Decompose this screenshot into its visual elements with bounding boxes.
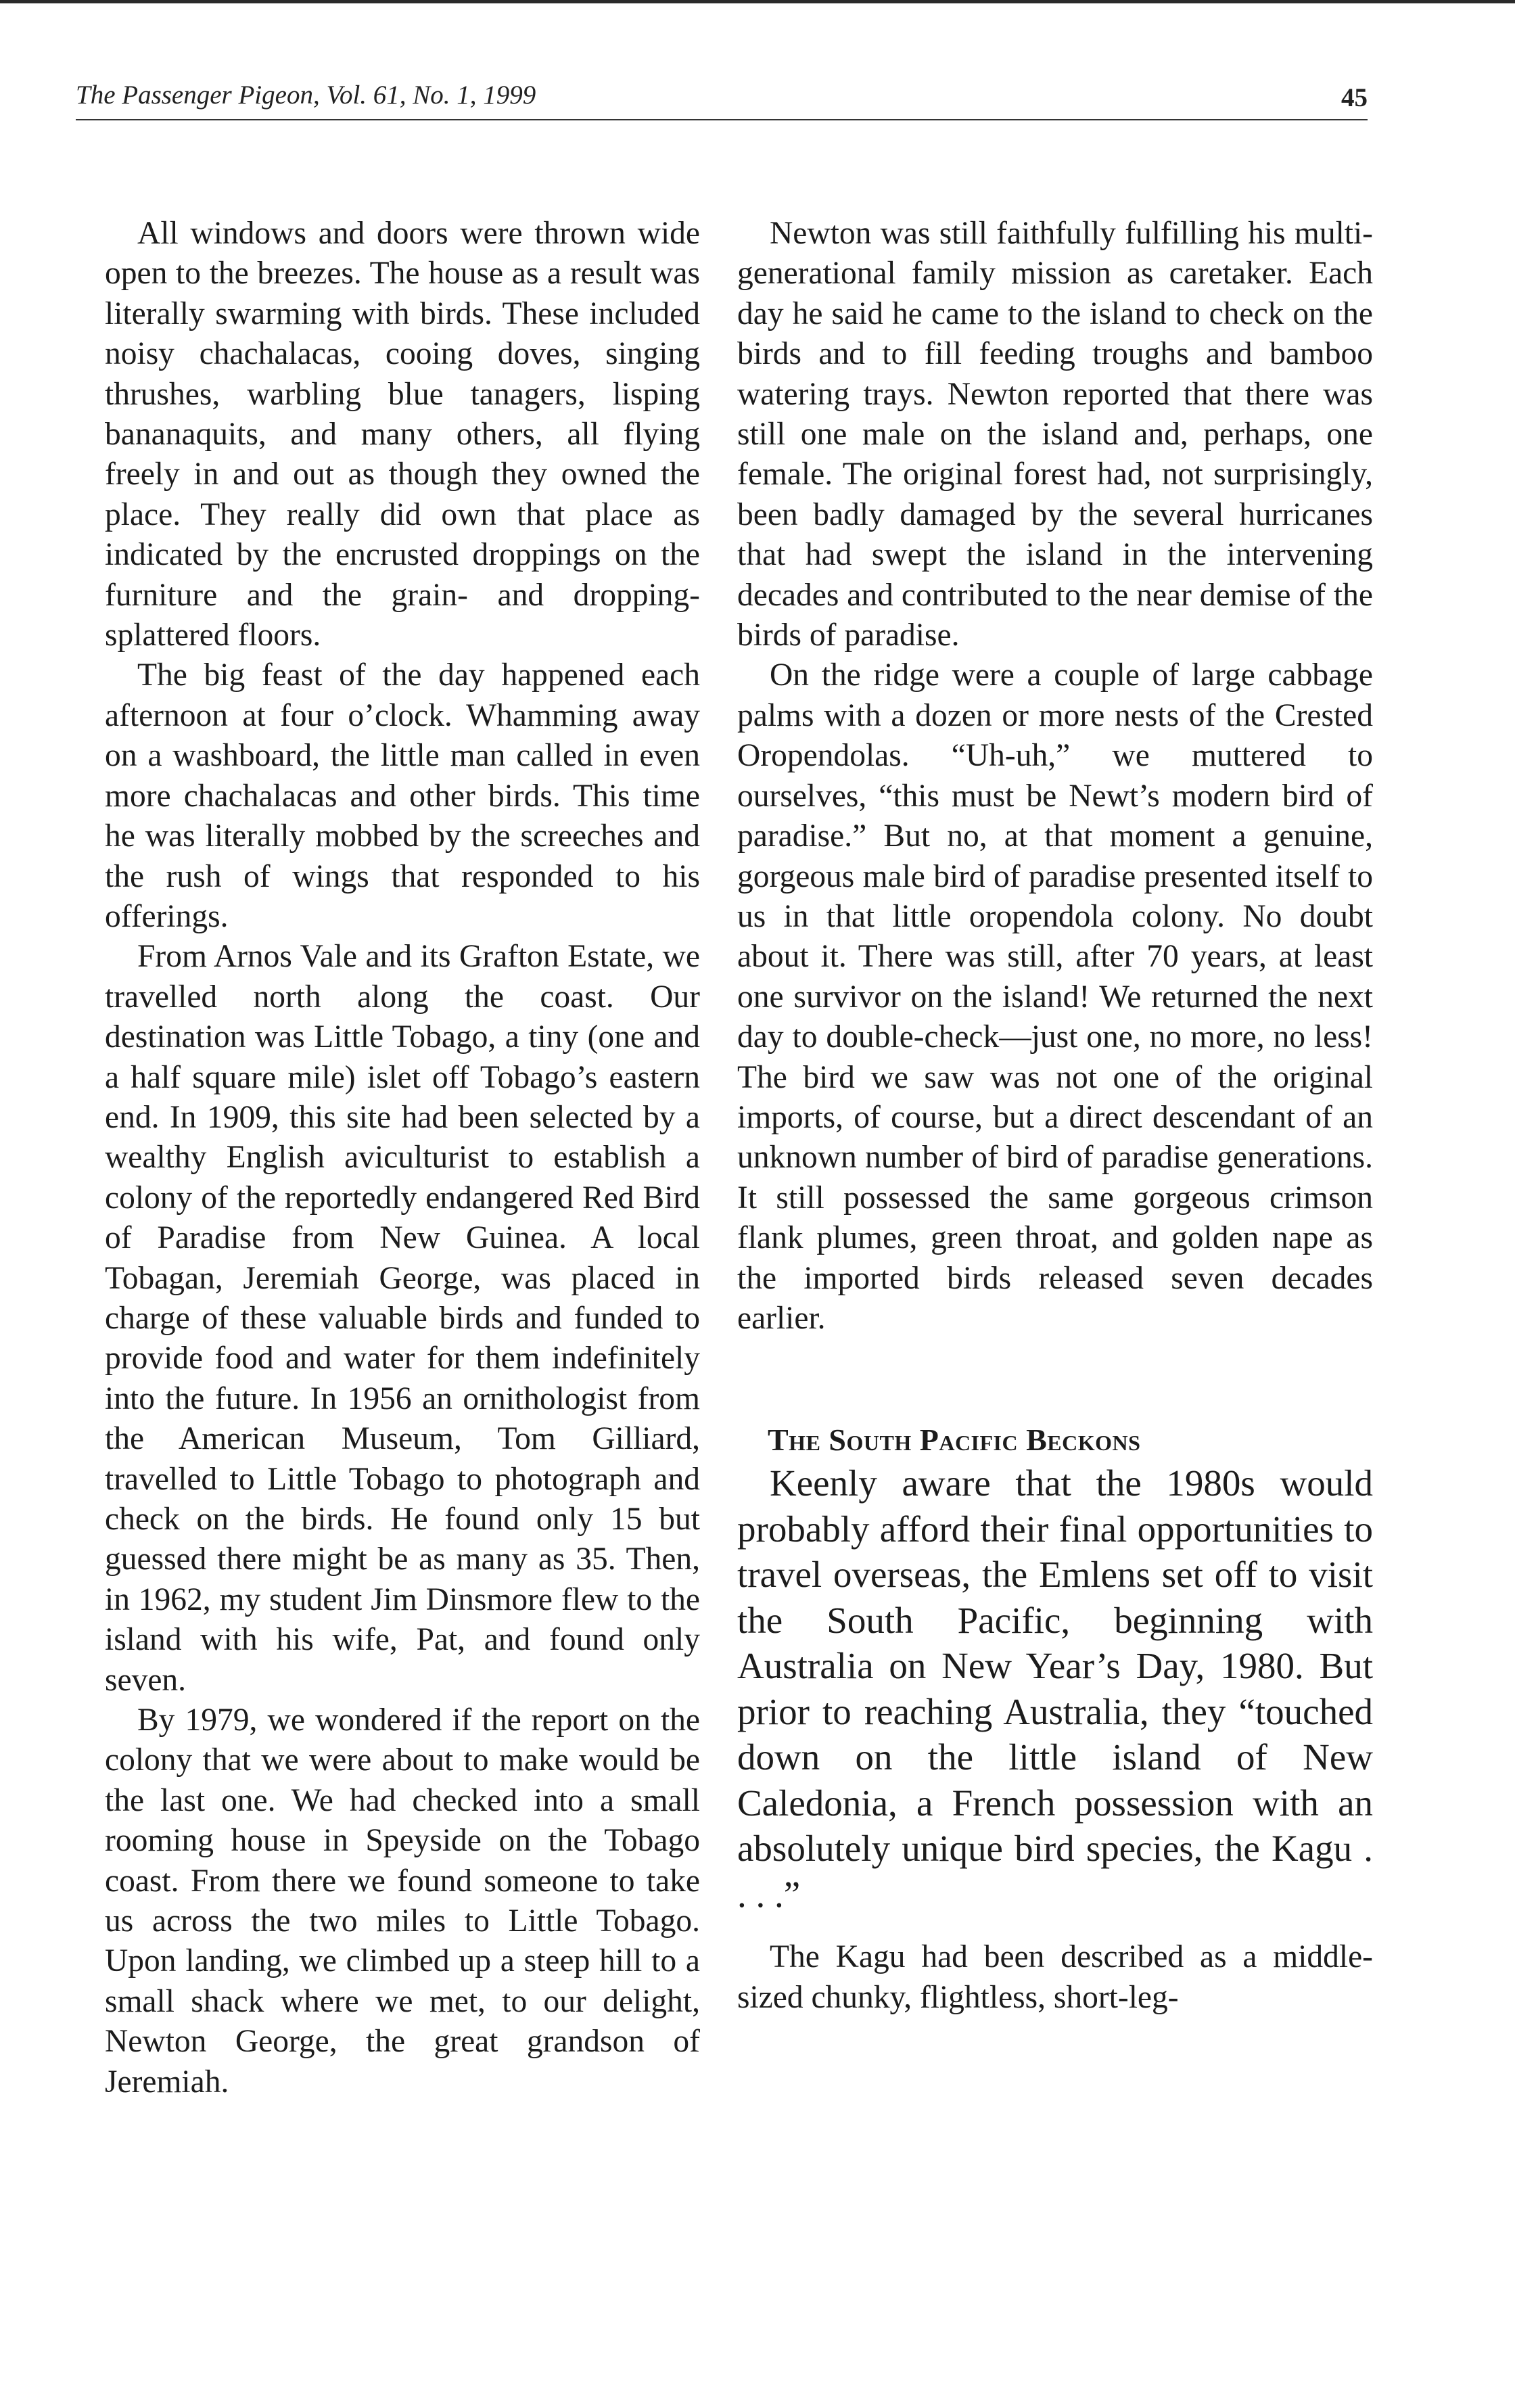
header-rule (76, 119, 1368, 120)
right-column (737, 214, 1373, 2018)
running-header (76, 68, 1368, 122)
body-paragraph: The Kagu had been described as a middle-sized chunky, flightless, short-leg- (737, 1939, 1373, 2015)
top-border-rule (0, 0, 1515, 3)
body-paragraph: Newton was still faithfully fulfilling his multi-generational family mission as caretaker. Each day he said he came to the island to check on the birds and to fill feeding troughs and bamboo watering trays. Newton reported that there was still one male on the island and, perhaps, one female. The original forest had, not surprisingly, been badly damaged by the several hurricanes that had swept the island in the intervening decades and contributed to the near demise of the birds of paradise. (737, 216, 1373, 653)
body-paragraph: The big feast of the day happened each afternoon at four o’clock. Whamming away on a washboard, the little man called in even more chachalacas and other birds. This time he was literally mobbed by the screeches and the rush of wings that responded to his offerings. (105, 657, 700, 934)
pull-quote: Keenly aware that the 1980s would probably afford their final opportunities to travel overseas, the Emlens set off to visit the South Pacific, beginning with Australia on New Year’s Day, 1980. But prior to reaching Australia, they “touched down on the little island of New Caledonia, a French possession with an absolutely unique bird species, the Kagu . . . .” (737, 1462, 1373, 1915)
journal-title: The Passenger Pigeon, Vol. 61, No. 1, 1999 (76, 80, 536, 110)
page-number: 45 (1341, 83, 1368, 112)
body-paragraph: All windows and doors were thrown wide open to the breezes. The house as a result was literally swarming with birds. These included noisy chachalacas, cooing doves, singing thrushes, warbling blue tanagers, lisping bananaquits, and many others, all flying freely in and out as though they owned the place. They really did own that place as indicated by the encrusted droppings on the furniture and the grain- and dropping-splattered floors. (105, 216, 700, 653)
body-paragraph: On the ridge were a couple of large cabbage palms with a dozen or more nests of the Crested Oropendolas. “Uh-uh,” we muttered to ourselves, “this must be Newt’s modern bird of paradise.” But no, at that moment a genuine, gorgeous male bird of paradise presented itself to us in that little oropendola colony. No doubt about it. There was still, after 70 years, at least one survivor on the island! We returned the next day to double-check—just one, no more, no less! The bird we saw was not one of the original imports, of course, but a direct descendant of an unknown number of bird of paradise generations. It still possessed the same gorgeous crimson flank plumes, green throat, and golden nape as the imported birds released seven decades earlier. (737, 657, 1373, 1336)
section-heading: The South Pacific Beckons (768, 1422, 1141, 1458)
left-column (105, 214, 700, 2102)
body-paragraph: From Arnos Vale and its Grafton Estate, we travelled north along the coast. Our destination was Little Tobago, a tiny (one and a half square mile) islet off Tobago’s eastern end. In 1909, this site had been selected by a wealthy English aviculturist to establish a colony of the reportedly endangered Red Bird of Paradise from New Guinea. A local Tobagan, Jeremiah George, was placed in charge of these valuable birds and funded to provide food and water for them indefinitely into the future. In 1956 an ornithologist from the American Museum, Tom Gilliard, travelled to Little Tobago to photograph and check on the birds. He found only 15 but guessed there might be as many as 35. Then, in 1962, my student Jim Dinsmore flew to the island with his wife, Pat, and found only seven. (105, 939, 700, 1698)
body-paragraph: By 1979, we wondered if the report on the colony that we were about to make would be the last one. We had checked into a small rooming house in Speyside on the Tobago coast. From there we found someone to take us across the two miles to Little Tobago. Upon landing, we climbed up a steep hill to a small shack where we met, to our delight, Newton George, the great grandson of Jeremiah. (105, 1703, 700, 2100)
